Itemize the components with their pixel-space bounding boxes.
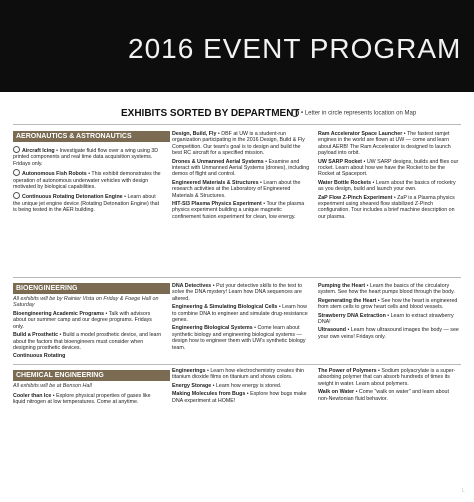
location-circle-icon [13, 169, 20, 176]
exhibit-title: Engineering Biological Systems [172, 325, 253, 332]
department-column [13, 393, 163, 408]
location-circle-icon [13, 146, 20, 153]
exhibit-description: • Sodium polyacrylate is a super-absorbing polymer that can absorb hundreds of times its weight in water. Learn about polymers. [318, 368, 456, 387]
department-column [13, 146, 163, 216]
exhibit-title: Water Bottle Rockets [318, 179, 372, 186]
exhibit-description: • Learn how to combine DNA to engineer and simulate drug-resistance genes. [172, 304, 308, 324]
exhibit-entry [13, 332, 163, 351]
exhibit-description: • See how the heart is engineered from stem cells to grow heart cells and blood vessels. [318, 297, 458, 311]
location-circle-icon [13, 192, 20, 199]
page-marker: L [462, 488, 465, 494]
exhibit-entry [318, 298, 460, 311]
exhibit-title: Build a Prosthetic [13, 332, 59, 339]
exhibit-description: • UW SARP designs, builds and flies our rocket. Learn about how we have the Rocket to be the Rocket at Spaceport. [318, 158, 459, 178]
exhibit-entry [172, 201, 310, 220]
exhibit-title: Ultrasound [318, 327, 346, 334]
exhibit-description: • Learn to extract strawberry DNA! [318, 312, 454, 326]
exhibit-title: Energy Storage [172, 382, 212, 389]
exhibit-title: The Power of Polymers [318, 368, 377, 374]
exhibit-title: Engineered Materials & Structures [172, 179, 259, 186]
department-note: All exhibits will be at Benson Hall [13, 383, 92, 389]
section-divider [13, 124, 461, 125]
exhibit-title: Engineerings [172, 368, 206, 374]
exhibit-entry [318, 180, 460, 193]
exhibit-title: Continuous Rotating [13, 353, 66, 360]
exhibit-entry [172, 368, 310, 381]
exhibit-entry [318, 327, 460, 340]
exhibit-description: • Examine and interact with Unmanned Aerial Systems (drones), including demos of flight and control. [172, 158, 310, 178]
exhibit-description: • Explore how bugs make DNA experiment at HOME! [172, 391, 307, 404]
exhibit-title: Aircraft Icing [22, 148, 55, 154]
exhibit-entry [13, 353, 163, 359]
exhibit-entry [318, 159, 460, 178]
department-header: AERONAUTICS & ASTRONAUTICS [13, 131, 170, 142]
exhibit-title: Making Molecules from Bugs [172, 391, 246, 398]
exhibit-entry [172, 131, 310, 157]
header-banner [0, 0, 474, 92]
legend-note [291, 109, 416, 117]
section-divider [13, 277, 461, 278]
exhibit-description: • Talk with advisors about our summer camp and our degree programs. Fridays only. [13, 311, 152, 330]
exhibit-title: DNA Detectives [172, 283, 212, 289]
exhibit-title: UW SARP Rocket [318, 158, 363, 165]
exhibit-entry [318, 195, 460, 221]
exhibit-description: • The fastest ramjet engines in the world are flown at UW — come and learn about AERB! The Ram Accelerator is designed to launch payload into orbit. [318, 131, 451, 157]
exhibit-title: Walk on Water [318, 389, 355, 396]
exhibit-title: Ram Accelerator Space Launcher [318, 131, 403, 137]
department-column [172, 368, 310, 406]
exhibit-entry [172, 383, 310, 389]
exhibit-entry [318, 368, 460, 387]
exhibit-title: HIT-SI3 Plasma Physics Experiment [172, 201, 262, 208]
exhibit-description: • Explore physical properties of gases like liquid nitrogen at low temperatures. Come at anytime. [13, 393, 151, 406]
circle-icon [291, 109, 299, 117]
exhibit-entry [172, 304, 310, 323]
exhibit-description: • Come "walk on water" and learn about non-Newtonian fluid behavior. [318, 389, 449, 402]
exhibit-title: Bioengineering Academic Programs [13, 311, 105, 317]
exhibit-title: Cooler than Ice [13, 393, 52, 399]
exhibit-title: Regenerating the Heart [318, 297, 377, 304]
exhibit-title: ZaP Flow Z-Pinch Experiment [318, 194, 393, 201]
exhibit-description: • Put your detective skills to the test to solve the DNA mystery! Learn how DNA sequences are altered. [172, 283, 303, 302]
exhibit-entry [172, 180, 310, 199]
exhibit-description: • Learn how ultrasound images the body — see your own veins! Fridays only. [318, 327, 459, 340]
page-title: 2016 EVENT PROGRAM [128, 33, 462, 64]
exhibit-entry [13, 393, 163, 406]
exhibit-description: • ZaP is a Plasma physics experiment using sheared flow stabilized Z-Pinch configuration. Tour includes a brief machine description on our plasma. [318, 194, 455, 220]
exhibit-entry [318, 313, 460, 326]
exhibit-entry [13, 192, 163, 213]
exhibit-entry [318, 131, 460, 157]
department-column [318, 131, 460, 222]
exhibit-description: • This exhibit demonstrates the operation of autonomous underwater vehicles with design motivated by biological capabilities. [13, 171, 161, 191]
department-header: CHEMICAL ENGINEERING [13, 370, 170, 381]
exhibit-description: • Learn about the research activities at the Laboratory of Engineered Materials & Structures. [172, 179, 301, 199]
exhibit-title: Pumping the Heart [318, 283, 366, 289]
exhibit-title: Engineering & Simulating Biological Cells [172, 304, 278, 311]
exhibit-entry [13, 311, 163, 330]
department-column [172, 283, 310, 353]
exhibit-description: • Build a model prosthetic device, and learn about the factors that bioengineers must consider when designing prosthetic devices. [13, 332, 162, 352]
exhibit-entry [318, 283, 460, 296]
exhibit-entry [318, 389, 460, 402]
exhibit-title: Autonomous Fish Robots [22, 171, 87, 178]
exhibit-description: • Learn about the basics of rocketry as you design, build and launch your own. [318, 179, 456, 193]
exhibit-title: Continuous Rotating Detonation Engine [22, 194, 123, 201]
legend-note-text: • Letter in circle represents location on Map [301, 110, 417, 117]
department-column [318, 283, 460, 342]
exhibit-description: • Learn how electrochemistry creates thin titanium dioxide films on titanium and shows colors. [172, 368, 304, 381]
exhibit-title: Strawberry DNA Extraction [318, 312, 386, 319]
exhibit-description: • Learn about the unique jet engine device (Rotating Detonation Engine) that is being tested in the AER building. [13, 194, 160, 214]
exhibit-entry [172, 325, 310, 351]
exhibit-entry [13, 169, 163, 190]
section-divider [13, 364, 461, 365]
section-heading: EXHIBITS SORTED BY DEPARTMENT [121, 108, 300, 119]
department-column [172, 131, 310, 222]
department-column [13, 311, 163, 362]
exhibit-description: • Investigate fluid flow over a wing using 3D printed components and real time data acquisition systems. Fridays only. [13, 148, 159, 167]
exhibit-description: • Learn the basics of the circulatory system. See how the heart pumps blood through the body. [318, 283, 455, 296]
department-note: All exhibits will be by Rainier Vista on Friday & Foege Hall on Saturday [13, 296, 159, 308]
department-header: BIOENGINEERING [13, 283, 170, 294]
header-separator [0, 93, 474, 96]
department-column [318, 368, 460, 404]
exhibit-entry [172, 159, 310, 178]
exhibit-entry [172, 391, 310, 404]
exhibit-entry [172, 283, 310, 302]
exhibit-entry [13, 146, 163, 167]
exhibit-description: • Tour the plasma physics experiment building a unique magnetic confinement fusion experiment for clean, low energy. [172, 201, 305, 220]
exhibit-title: Drones & Unmanned Aerial Systems [172, 158, 264, 165]
exhibit-description: • DBF at UW is a student-run organization participating in the 2016 Design, Build & Fly Competition. Our team's goal is to design and build the best RC aircraft for a specified mission. [172, 131, 305, 157]
exhibit-description: • Come learn about synthetic biology and engineering biological systems — design how to engineer them with UW's synthetic biology team. [172, 325, 306, 351]
exhibit-title: Design, Build, Fly [172, 131, 217, 137]
exhibit-description: • Learn how energy is stored. [211, 382, 282, 389]
